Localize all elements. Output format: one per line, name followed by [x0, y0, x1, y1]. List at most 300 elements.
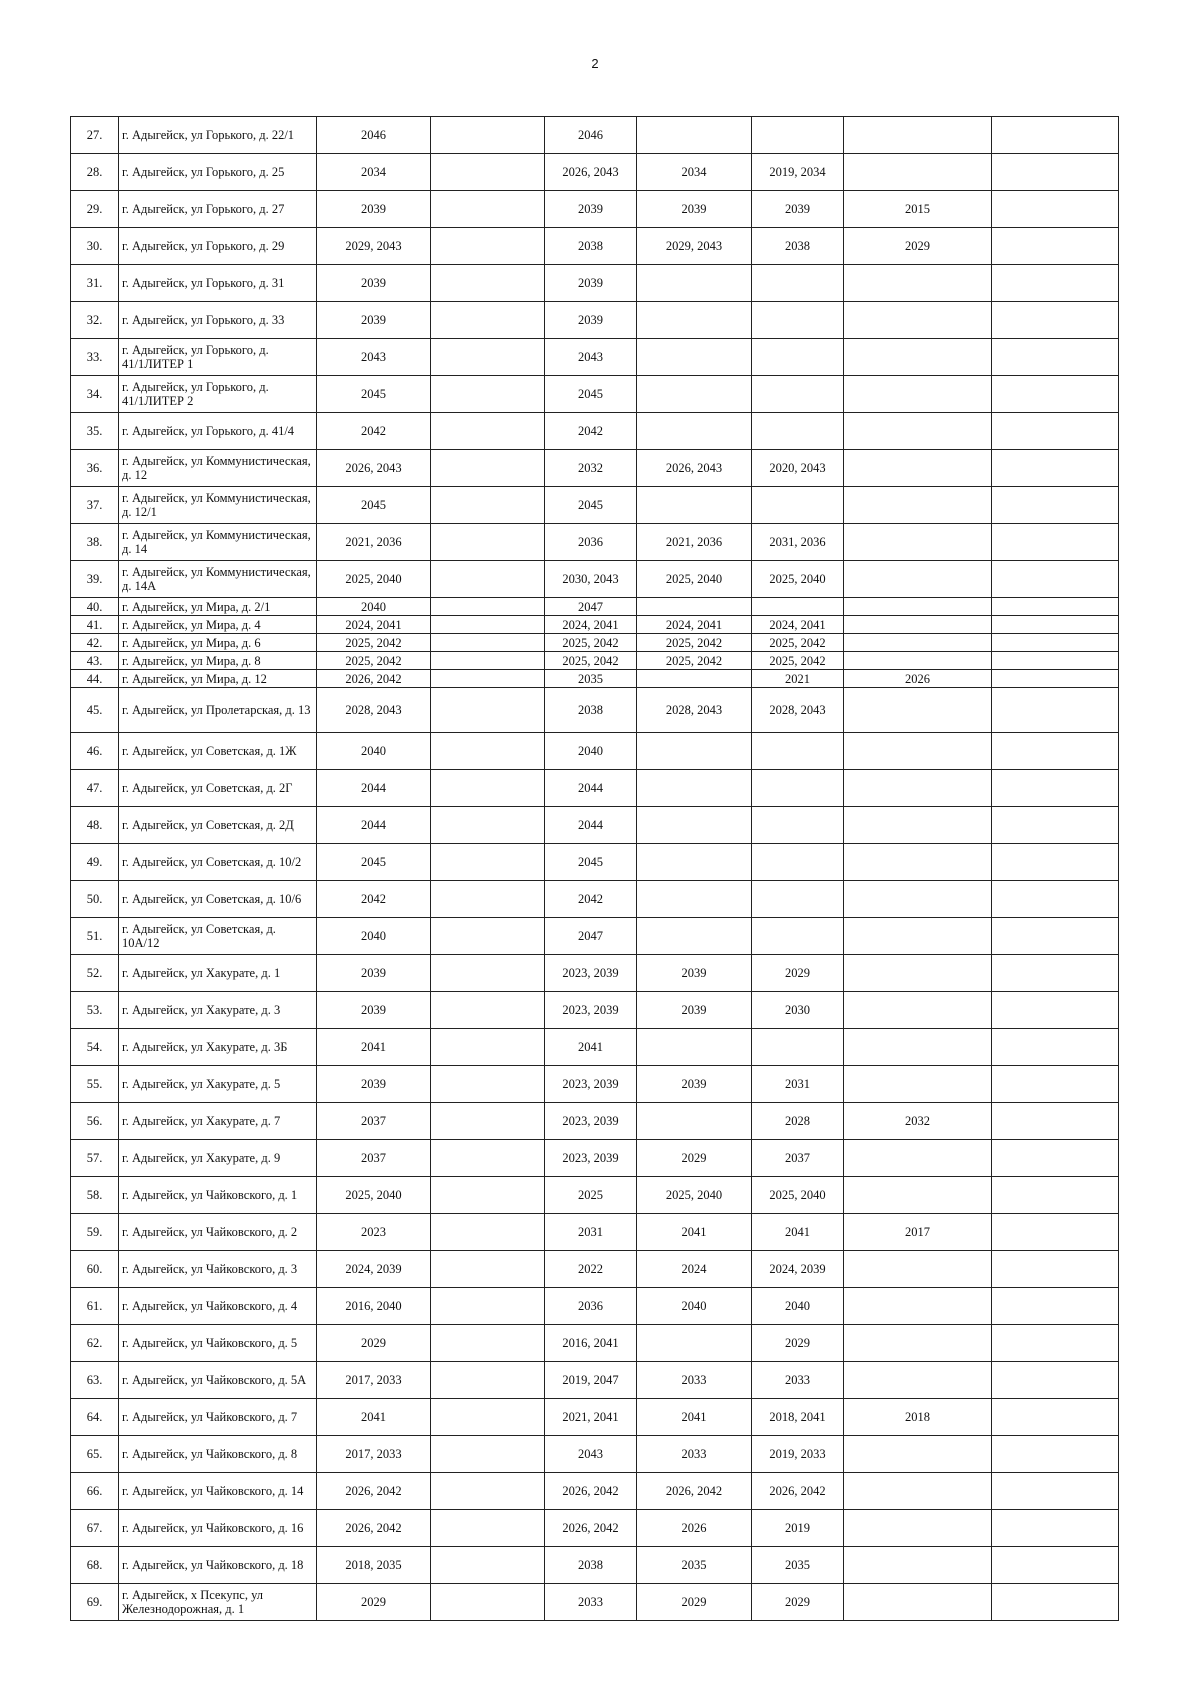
year-cell: 2025, 2042 [545, 634, 637, 652]
address-cell: г. Адыгейск, ул Мира, д. 6 [119, 634, 317, 652]
year-cell: 2025, 2040 [637, 1177, 752, 1214]
year-cell [431, 302, 545, 339]
year-cell [844, 733, 992, 770]
year-cell [637, 598, 752, 616]
year-cell [431, 1473, 545, 1510]
address-cell: г. Адыгейск, ул Коммунистическая, д. 14 [119, 524, 317, 561]
year-cell: 2044 [545, 770, 637, 807]
address-cell: г. Адыгейск, ул Коммунистическая, д. 12 [119, 450, 317, 487]
table-row [71, 1362, 1119, 1399]
year-cell: 2029, 2043 [637, 228, 752, 265]
year-cell [637, 1103, 752, 1140]
address-cell: г. Адыгейск, ул Чайковского, д. 14 [119, 1473, 317, 1510]
table-row [71, 1251, 1119, 1288]
year-cell [431, 524, 545, 561]
year-cell: 2040 [545, 733, 637, 770]
table-row [71, 1103, 1119, 1140]
year-cell: 2042 [545, 413, 637, 450]
table-row [71, 561, 1119, 598]
year-cell [844, 1325, 992, 1362]
table-row [71, 1510, 1119, 1547]
year-cell [637, 881, 752, 918]
year-cell [752, 881, 844, 918]
year-cell: 2041 [317, 1029, 431, 1066]
year-cell: 2023, 2039 [545, 1066, 637, 1103]
table-row [71, 598, 1119, 616]
table-row [71, 1584, 1119, 1621]
year-cell [992, 1584, 1119, 1621]
year-cell [844, 339, 992, 376]
address-cell: г. Адыгейск, ул Горького, д. 27 [119, 191, 317, 228]
year-cell [431, 1325, 545, 1362]
year-cell: 2035 [545, 670, 637, 688]
year-cell: 2033 [752, 1362, 844, 1399]
year-cell: 2026, 2042 [752, 1473, 844, 1510]
year-cell: 2025 [545, 1177, 637, 1214]
address-cell: г. Адыгейск, ул Мира, д. 2/1 [119, 598, 317, 616]
year-cell: 2045 [545, 844, 637, 881]
year-cell [992, 524, 1119, 561]
year-cell [637, 844, 752, 881]
year-cell: 2026, 2042 [545, 1473, 637, 1510]
address-cell: г. Адыгейск, ул Хакурате, д. 5 [119, 1066, 317, 1103]
year-cell [992, 1177, 1119, 1214]
year-cell [992, 1140, 1119, 1177]
year-cell: 2023, 2039 [545, 1103, 637, 1140]
year-cell [844, 616, 992, 634]
table-row [71, 733, 1119, 770]
year-cell: 2018, 2041 [752, 1399, 844, 1436]
year-cell [431, 1214, 545, 1251]
table-row [71, 228, 1119, 265]
row-number-cell: 43. [71, 652, 119, 670]
year-cell: 2046 [317, 117, 431, 154]
year-cell [992, 1436, 1119, 1473]
year-cell [637, 670, 752, 688]
year-cell: 2029 [844, 228, 992, 265]
table-row [71, 634, 1119, 652]
year-cell [752, 265, 844, 302]
year-cell [992, 228, 1119, 265]
year-cell [431, 918, 545, 955]
year-cell: 2040 [637, 1288, 752, 1325]
address-cell: г. Адыгейск, ул Чайковского, д. 5 [119, 1325, 317, 1362]
year-cell: 2026, 2042 [317, 1510, 431, 1547]
row-number-cell: 51. [71, 918, 119, 955]
year-cell [752, 598, 844, 616]
row-number-cell: 65. [71, 1436, 119, 1473]
row-number-cell: 27. [71, 117, 119, 154]
year-cell [431, 1362, 545, 1399]
year-cell: 2040 [317, 733, 431, 770]
year-cell: 2041 [317, 1399, 431, 1436]
year-cell [992, 616, 1119, 634]
address-cell: г. Адыгейск, ул Мира, д. 12 [119, 670, 317, 688]
year-cell: 2026, 2042 [545, 1510, 637, 1547]
year-cell: 2041 [752, 1214, 844, 1251]
year-cell [992, 733, 1119, 770]
table-row [71, 616, 1119, 634]
year-cell [992, 1362, 1119, 1399]
row-number-cell: 48. [71, 807, 119, 844]
year-cell: 2018 [844, 1399, 992, 1436]
address-cell: г. Адыгейск, ул Горького, д. 33 [119, 302, 317, 339]
year-cell [844, 117, 992, 154]
year-cell [752, 733, 844, 770]
year-cell: 2025, 2040 [752, 1177, 844, 1214]
year-cell: 2032 [545, 450, 637, 487]
row-number-cell: 42. [71, 634, 119, 652]
table-row [71, 1066, 1119, 1103]
year-cell [431, 652, 545, 670]
year-cell [844, 302, 992, 339]
address-cell: г. Адыгейск, ул Горького, д. 22/1 [119, 117, 317, 154]
year-cell [431, 376, 545, 413]
year-cell: 2019, 2047 [545, 1362, 637, 1399]
table-row [71, 302, 1119, 339]
year-cell [431, 844, 545, 881]
table-row [71, 955, 1119, 992]
year-cell: 2039 [637, 955, 752, 992]
year-cell: 2029 [637, 1584, 752, 1621]
year-cell [992, 844, 1119, 881]
year-cell: 2042 [545, 881, 637, 918]
year-cell: 2025, 2042 [637, 634, 752, 652]
year-cell [992, 154, 1119, 191]
year-cell [752, 918, 844, 955]
row-number-cell: 67. [71, 1510, 119, 1547]
row-number-cell: 58. [71, 1177, 119, 1214]
year-cell [637, 733, 752, 770]
year-cell [844, 918, 992, 955]
address-cell: г. Адыгейск, ул Советская, д. 10/6 [119, 881, 317, 918]
year-cell: 2030, 2043 [545, 561, 637, 598]
year-cell: 2042 [317, 413, 431, 450]
year-cell [992, 1399, 1119, 1436]
year-cell: 2021, 2036 [637, 524, 752, 561]
year-cell [431, 117, 545, 154]
table-row [71, 688, 1119, 733]
year-cell: 2025, 2042 [317, 634, 431, 652]
address-cell: г. Адыгейск, ул Чайковского, д. 2 [119, 1214, 317, 1251]
year-cell: 2029 [752, 955, 844, 992]
year-cell: 2022 [545, 1251, 637, 1288]
table-row [71, 191, 1119, 228]
year-cell: 2026 [844, 670, 992, 688]
year-cell [992, 302, 1119, 339]
year-cell [752, 302, 844, 339]
year-cell [844, 1473, 992, 1510]
year-cell [431, 598, 545, 616]
year-cell [431, 634, 545, 652]
row-number-cell: 47. [71, 770, 119, 807]
year-cell [752, 487, 844, 524]
year-cell: 2016, 2040 [317, 1288, 431, 1325]
year-cell: 2045 [545, 376, 637, 413]
table-row [71, 413, 1119, 450]
year-cell: 2039 [317, 955, 431, 992]
year-cell: 2026, 2043 [545, 154, 637, 191]
year-cell: 2029 [317, 1584, 431, 1621]
address-cell: г. Адыгейск, ул Коммунистическая, д. 14А [119, 561, 317, 598]
year-cell: 2039 [637, 191, 752, 228]
address-cell: г. Адыгейск, ул Советская, д. 10/2 [119, 844, 317, 881]
year-cell [431, 1140, 545, 1177]
row-number-cell: 60. [71, 1251, 119, 1288]
row-number-cell: 50. [71, 881, 119, 918]
year-cell [431, 1029, 545, 1066]
year-cell: 2033 [545, 1584, 637, 1621]
year-cell [992, 992, 1119, 1029]
year-cell: 2024, 2039 [752, 1251, 844, 1288]
year-cell [992, 634, 1119, 652]
year-cell [752, 376, 844, 413]
row-number-cell: 31. [71, 265, 119, 302]
address-cell: г. Адыгейск, ул Хакурате, д. 3Б [119, 1029, 317, 1066]
year-cell [431, 561, 545, 598]
year-cell [992, 918, 1119, 955]
year-cell [992, 1029, 1119, 1066]
row-number-cell: 53. [71, 992, 119, 1029]
year-cell: 2025, 2042 [752, 652, 844, 670]
year-cell [637, 770, 752, 807]
year-cell: 2028, 2043 [317, 688, 431, 733]
row-number-cell: 55. [71, 1066, 119, 1103]
row-number-cell: 30. [71, 228, 119, 265]
year-cell [752, 339, 844, 376]
year-cell [992, 1510, 1119, 1547]
address-cell: г. Адыгейск, ул Хакурате, д. 7 [119, 1103, 317, 1140]
page-number: 2 [591, 56, 599, 71]
table-row [71, 1177, 1119, 1214]
year-cell [637, 302, 752, 339]
year-cell [844, 844, 992, 881]
year-cell: 2028 [752, 1103, 844, 1140]
year-cell: 2039 [545, 191, 637, 228]
address-cell: г. Адыгейск, ул Коммунистическая, д. 12/1 [119, 487, 317, 524]
year-cell [637, 1325, 752, 1362]
row-number-cell: 63. [71, 1362, 119, 1399]
address-cell: г. Адыгейск, ул Советская, д. 10А/12 [119, 918, 317, 955]
year-cell: 2046 [545, 117, 637, 154]
year-cell: 2041 [637, 1214, 752, 1251]
year-cell [637, 487, 752, 524]
row-number-cell: 40. [71, 598, 119, 616]
year-cell [431, 450, 545, 487]
year-cell [992, 955, 1119, 992]
year-cell [844, 1177, 992, 1214]
year-cell [431, 807, 545, 844]
table-row [71, 992, 1119, 1029]
year-cell: 2042 [317, 881, 431, 918]
year-cell [992, 1066, 1119, 1103]
year-cell [992, 688, 1119, 733]
year-cell: 2026, 2042 [317, 1473, 431, 1510]
year-cell [431, 670, 545, 688]
year-cell: 2045 [317, 487, 431, 524]
address-cell: г. Адыгейск, ул Пролетарская, д. 13 [119, 688, 317, 733]
year-cell: 2023, 2039 [545, 992, 637, 1029]
table-row [71, 1140, 1119, 1177]
year-cell: 2040 [317, 598, 431, 616]
address-cell: г. Адыгейск, ул Чайковского, д. 4 [119, 1288, 317, 1325]
address-cell: г. Адыгейск, ул Хакурате, д. 3 [119, 992, 317, 1029]
table-row [71, 1029, 1119, 1066]
row-number-cell: 44. [71, 670, 119, 688]
row-number-cell: 69. [71, 1584, 119, 1621]
year-cell [431, 733, 545, 770]
year-cell [992, 561, 1119, 598]
year-cell: 2028, 2043 [637, 688, 752, 733]
year-cell: 2031, 2036 [752, 524, 844, 561]
row-number-cell: 41. [71, 616, 119, 634]
year-cell [431, 992, 545, 1029]
year-cell [992, 117, 1119, 154]
year-cell: 2017, 2033 [317, 1362, 431, 1399]
year-cell: 2030 [752, 992, 844, 1029]
year-cell [431, 688, 545, 733]
year-cell: 2039 [752, 191, 844, 228]
year-cell: 2017, 2033 [317, 1436, 431, 1473]
table-row [71, 154, 1119, 191]
row-number-cell: 52. [71, 955, 119, 992]
year-cell: 2036 [545, 1288, 637, 1325]
row-number-cell: 28. [71, 154, 119, 191]
year-cell [992, 881, 1119, 918]
year-cell: 2037 [317, 1140, 431, 1177]
row-number-cell: 66. [71, 1473, 119, 1510]
table-row [71, 339, 1119, 376]
table-row [71, 1325, 1119, 1362]
year-cell: 2031 [545, 1214, 637, 1251]
table-row [71, 770, 1119, 807]
year-cell: 2032 [844, 1103, 992, 1140]
year-cell: 2033 [637, 1436, 752, 1473]
year-cell [992, 652, 1119, 670]
year-cell: 2039 [317, 302, 431, 339]
address-cell: г. Адыгейск, ул Горького, д. 41/1ЛИТЕР 1 [119, 339, 317, 376]
address-cell: г. Адыгейск, ул Чайковского, д. 8 [119, 1436, 317, 1473]
year-cell [992, 770, 1119, 807]
row-number-cell: 45. [71, 688, 119, 733]
year-cell: 2023, 2039 [545, 955, 637, 992]
year-cell [752, 1029, 844, 1066]
address-cell: г. Адыгейск, ул Горького, д. 25 [119, 154, 317, 191]
year-cell [844, 770, 992, 807]
year-cell [992, 670, 1119, 688]
row-number-cell: 37. [71, 487, 119, 524]
year-cell [844, 413, 992, 450]
year-cell [992, 413, 1119, 450]
year-cell [844, 634, 992, 652]
year-cell [431, 881, 545, 918]
year-cell: 2023 [317, 1214, 431, 1251]
year-cell [844, 1251, 992, 1288]
year-cell: 2038 [752, 228, 844, 265]
year-cell: 2039 [317, 1066, 431, 1103]
year-cell: 2039 [637, 1066, 752, 1103]
year-cell [844, 1510, 992, 1547]
row-number-cell: 59. [71, 1214, 119, 1251]
year-cell: 2024, 2041 [637, 616, 752, 634]
row-number-cell: 29. [71, 191, 119, 228]
year-cell [992, 1473, 1119, 1510]
year-cell [844, 376, 992, 413]
year-cell [844, 955, 992, 992]
year-cell [637, 376, 752, 413]
year-cell [844, 1140, 992, 1177]
year-cell [431, 1103, 545, 1140]
year-cell: 2044 [545, 807, 637, 844]
year-cell: 2015 [844, 191, 992, 228]
year-cell: 2039 [545, 302, 637, 339]
year-cell [844, 1066, 992, 1103]
year-cell: 2029 [752, 1325, 844, 1362]
year-cell [992, 376, 1119, 413]
address-cell: г. Адыгейск, ул Чайковского, д. 16 [119, 1510, 317, 1547]
table-row [71, 117, 1119, 154]
year-cell: 2039 [637, 992, 752, 1029]
year-cell [431, 413, 545, 450]
address-cell: г. Адыгейск, ул Чайковского, д. 5А [119, 1362, 317, 1399]
year-cell [844, 1436, 992, 1473]
year-cell: 2025, 2040 [317, 1177, 431, 1214]
year-cell [431, 228, 545, 265]
year-cell [431, 1288, 545, 1325]
year-cell [637, 413, 752, 450]
address-cell: г. Адыгейск, ул Советская, д. 1Ж [119, 733, 317, 770]
year-cell [637, 807, 752, 844]
year-cell [637, 918, 752, 955]
year-cell: 2044 [317, 770, 431, 807]
year-cell [431, 1510, 545, 1547]
address-cell: г. Адыгейск, ул Горького, д. 41/1ЛИТЕР 2 [119, 376, 317, 413]
year-cell [844, 154, 992, 191]
year-cell [752, 770, 844, 807]
address-cell: г. Адыгейск, ул Хакурате, д. 9 [119, 1140, 317, 1177]
year-cell: 2033 [637, 1362, 752, 1399]
year-cell [844, 807, 992, 844]
address-cell: г. Адыгейск, ул Советская, д. 2Г [119, 770, 317, 807]
address-cell: г. Адыгейск, ул Чайковского, д. 3 [119, 1251, 317, 1288]
row-number-cell: 57. [71, 1140, 119, 1177]
address-cell: г. Адыгейск, ул Чайковского, д. 1 [119, 1177, 317, 1214]
year-cell [844, 524, 992, 561]
year-cell [752, 413, 844, 450]
year-cell: 2024, 2041 [752, 616, 844, 634]
year-cell [844, 598, 992, 616]
year-cell: 2041 [545, 1029, 637, 1066]
row-number-cell: 38. [71, 524, 119, 561]
year-cell: 2038 [545, 1547, 637, 1584]
year-cell [844, 1029, 992, 1066]
year-cell: 2034 [637, 154, 752, 191]
year-cell [844, 992, 992, 1029]
year-cell: 2017 [844, 1214, 992, 1251]
year-cell: 2043 [545, 339, 637, 376]
year-cell [431, 1399, 545, 1436]
address-cell: г. Адыгейск, ул Горького, д. 41/4 [119, 413, 317, 450]
address-cell: г. Адыгейск, ул Чайковского, д. 18 [119, 1547, 317, 1584]
year-cell [844, 652, 992, 670]
row-number-cell: 36. [71, 450, 119, 487]
address-cell: г. Адыгейск, х Псекупс, ул Железнодорожная, д. 1 [119, 1584, 317, 1621]
table-row [71, 1399, 1119, 1436]
year-cell: 2025, 2042 [752, 634, 844, 652]
year-cell [844, 1288, 992, 1325]
year-cell [431, 487, 545, 524]
row-number-cell: 54. [71, 1029, 119, 1066]
